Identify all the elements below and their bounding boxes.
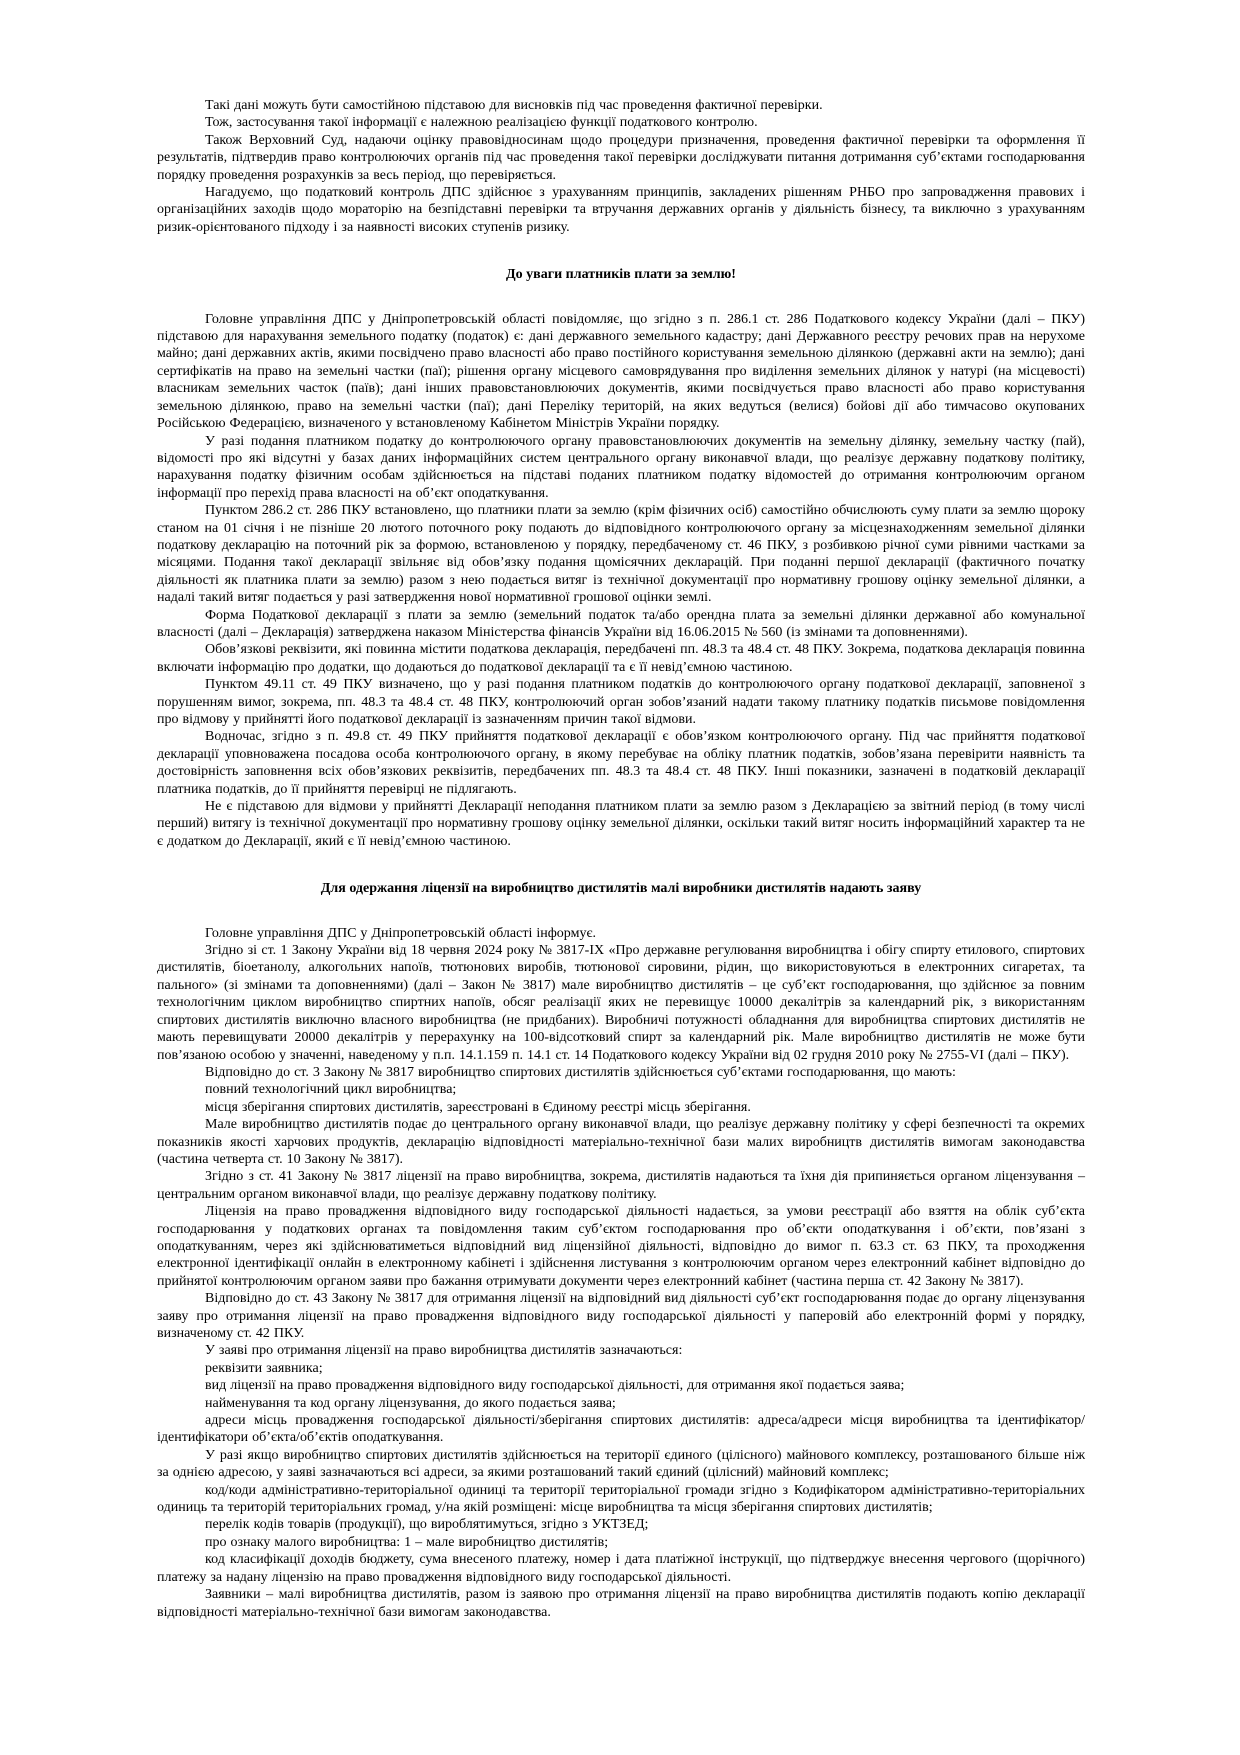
paragraph: У разі подання платником податку до контролюючого органу правовстановлюючих документів на земельну ділянку, земельну частку (пай), відомості про які відсутні у базах даних інформаційних систем центрального органу виконавчої влади, що реалізує державну податкову політику, нарахування податку фізичним особам здійснюється на підставі поданих платником податку відомостей до отримання контролюючим органом інформації про перехід права власності на об’єкт оподаткування. <box>157 433 1085 501</box>
paragraph: Такі дані можуть бути самостійною підставою для висновків під час проведення фактичної перевірки. <box>205 98 823 113</box>
document-content <box>157 97 1085 1621</box>
section <box>157 266 1085 850</box>
paragraph: Пунктом 49.11 ст. 49 ПКУ визначено, що у разі подання платником податків до контролюючого органу податкової декларації, заповненої з порушенням вимог, зокрема, пп. 48.3 та 48.4 ст. 48 ПКУ, контролюючий орган зобов’язаний надати такому платнику податків письмове повідомлення про відмову у прийнятті його податкової декларації із зазначенням причин такої відмови. <box>157 677 1085 727</box>
paragraph: код класифікації доходів бюджету, сума внесеного платежу, номер і дата платіжної інструкції, що підтверджує внесення чергового (щорічного) платежу за надану ліцензію на право провадження відповідного виду господарської діяльності. <box>157 1552 1085 1585</box>
paragraph: Згідно з ст. 41 Закону № 3817 ліцензії на право виробництва, зокрема, дистилятів надаються та їхня дія припиняється органом ліцензування – центральним органом виконавчої влади, що реалізує державну податкову політику. <box>157 1169 1085 1202</box>
paragraph: Відповідно до ст. 43 Закону № 3817 для отримання ліцензії на відповідний вид діяльності суб’єкт господарювання подає до органу ліцензування заяву про отримання ліцензії на право провадження відповідного виду господарської діяльності у паперовій або електронній формі у порядку, визначеному ст. 42 ПКУ. <box>157 1291 1085 1341</box>
paragraph: про ознаку малого виробництва: 1 – мале виробництво дистилятів; <box>205 1534 609 1550</box>
paragraph: Відповідно до ст. 3 Закону № 3817 виробництво спиртових дистилятів здійснюється суб’єктами господарювання, що мають: <box>205 1064 956 1080</box>
paragraph: місця зберігання спиртових дистилятів, зареєстровані в Єдиному реєстрі місць зберігання. <box>205 1099 751 1115</box>
paragraph: код/коди адміністративно-територіальної одиниці та території територіальної громади згідно з Кодифікатором адміністративно-територіальних одиниць та територій територіальних громад, у/на якій розміщені: місце виробництва та місця зберігання спиртових дистилятів; <box>157 1482 1085 1516</box>
paragraph: реквізити заявника; <box>205 1360 323 1376</box>
section-heading: Для одержання ліцензії на виробництво дистилятів малі виробники дистилятів надають заяву <box>320 881 922 897</box>
paragraph: вид ліцензії на право провадження відповідного виду господарської діяльності, для отримання якої подається заява; <box>205 1378 905 1394</box>
paragraph: адреси місць провадження господарської діяльності/зберігання спиртових дистилятів: адреса/адреси місця виробництва та ідентифікатор/ідентифікатори об’єкта/об’єктів оподаткування. <box>157 1413 1085 1446</box>
paragraph: Ліцензія на право провадження відповідного виду господарської діяльності надається, за умови реєстрації або взяття на облік суб’єкта господарювання у податкових органах та повідомлення таким суб’єктом господарювання про об’єкти оподаткування і об’єкти, пов’язані з оподаткуванням, через які здійснюватиметься відповідний вид ліцензійної діяльності, відповідно до вимог п. 63.3 ст. 63 ПКУ, та проходження електронної ідентифікації онлайн в електронному кабінеті і здійснення листування з контролюючим органом через електронний кабінет відповідно до прийнятої контролюючим органом заяви про бажання отримувати документи через електронний кабінет (частина перша ст. 42 Закону № 3817). <box>157 1204 1085 1289</box>
paragraph: Головне управління ДПС у Дніпропетровській області інформує. <box>205 925 596 941</box>
section <box>157 880 1085 1621</box>
paragraph: Заявники – малі виробництва дистилятів, разом із заявою про отримання ліцензії на право виробництва дистилятів подають копію декларації відповідності матеріально-технічної бази вимогам законодавства. <box>157 1587 1085 1620</box>
paragraph: Нагадуємо, що податковий контроль ДПС здійснює з урахуванням принципів, закладених рішенням РНБО про запровадження правових і організаційних заходів щодо мораторію на безпідставні перевірки та втручання державних органів у діяльність бізнесу, та виключно з урахуванням ризик-орієнтованого підходу і за наявності високих ступенів ризику. <box>157 185 1085 235</box>
paragraph: Обов’язкові реквізити, які повинна містити податкова декларація, передбачені пп. 48.3 та 48.4 ст. 48 ПКУ. Зокрема, податкова декларація повинна включати інформацію про додатки, що додаються до податкової декларації та є її невід’ємною частиною. <box>157 642 1085 675</box>
paragraph: Також Верховний Суд, надаючи оцінку правовідносинам щодо процедури призначення, проведення фактичної перевірки та оформлення її результатів, підтвердив право контролюючих органів під час проведення такої перевірки досліджувати питання дотримання суб’єктами господарювання порядку проведення розрахунків за весь період, що перевіряється. <box>157 132 1085 183</box>
paragraph: У заяві про отримання ліцензії на право виробництва дистилятів зазначаються: <box>205 1343 683 1359</box>
paragraph: Мале виробництво дистилятів подає до центрального органу виконавчої влади, що реалізує державну політику у сфері безпечності та окремих показників якості харчових продуктів, декларацію відповідності матеріально-технічної бази малих виробництв дистилятів вимогам законодавства (частина четверта ст. 10 Закону № 3817). <box>157 1117 1085 1167</box>
paragraph: Форма Податкової декларації з плати за землю (земельний податок та/або орендна плата за земельні ділянки державної або комунальної власності (далі – Декларація) затверджена наказом Міністерства фінансів України від 16.06.2015 № 560 (із змінами та доповненнями). <box>157 607 1085 640</box>
paragraph: Не є підставою для відмови у прийнятті Декларації неподання платником плати за землю разом з Декларацією за звітний період (в тому числі перший) витягу із технічної документації про нормативну грошову оцінку земельної ділянки, оскільки такий витяг носить інформаційний характер та не є додатком до Декларації, який є її невід’ємною частиною. <box>157 799 1085 849</box>
paragraph: перелік кодів товарів (продукції), що вироблятимуться, згідно з УКТЗЕД; <box>205 1517 649 1533</box>
paragraph: Головне управління ДПС у Дніпропетровській області повідомляє, що згідно з п. 286.1 ст. 286 Податкового кодексу України (далі – ПКУ) підставою для нарахування земельного податку (податок) є: дані державного земельного кадастру; дані Державного реєстру речових прав на нерухоме майно; дані державних актів, якими посвідчено право власності або право постійного користування земельною ділянкою (державні акти на землю); дані сертифікатів на право на земельні частки (паї); рішення органу місцевого самоврядування про виділення земельних ділянок у натурі (на місцевості) власникам земельних часток (паїв); дані інших правовстановлюючих документів, якими посвідчується право власності або право користування земельною ділянкою, право на земельні частки (паї); дані Переліку територій, на яких ведуться (велися) бойові дії або тимчасово окупованих Російською Федерацією, визначеного у встановленому Кабінетом Міністрів України порядку. <box>157 311 1085 432</box>
paragraph: Тож, застосування такої інформації є належною реалізацією функції податкового контролю. <box>205 115 758 131</box>
paragraph: Водночас, згідно з п. 49.8 ст. 49 ПКУ прийняття податкової декларації є обов’язком контролюючого органу. Під час прийняття податкової декларації уповноважена посадова особа контролюючого органу, в якому перебуває на обліку платник податків, зобов’язана перевірити наявність та достовірність заповнення всіх обов’язкових реквізитів, передбачених пп. 48.3 та 48.4 ст. 48 ПКУ. Інші показники, зазначені в податковій декларації платника податків, до її прийняття перевірці не підлягають. <box>157 729 1085 797</box>
paragraph: Згідно зі ст. 1 Закону України від 18 червня 2024 року № 3817-IX «Про державне регулювання виробництва і обігу спирту етилового, спиртових дистилятів, біоетанолу, алкогольних напоїв, тютюнових виробів, тютюнової сировини, рідин, що використовуються в електронних сигаретах, та пального» (зі змінами та доповненнями) (далі – Закон № 3817) мале виробництво дистилятів – це суб’єкт господарювання, що здійснює за повним технологічним циклом виробництво спиртних напоїв, обсяг реалізації яких не перевищує 10000 декалітрів за календарний рік, з використанням спиртових дистилятів виключно власного виробництва (не придбаних). Виробничі потужності обладнання для виробництва спиртових дистилятів не мають перевищувати 20000 декалітрів у перерахунку на 100-відсотковий спирт за календарний рік. Мале виробництво дистилятів не може бути пов’язаною особою у значенні, наведеному у п.п. 14.1.159 п. 14.1 ст. 14 Податкового кодексу України від 02 грудня 2010 року № 2755-VI (далі – ПКУ). <box>157 943 1085 1063</box>
paragraph: У разі якщо виробництво спиртових дистилятів здійснюється на території єдиного (цілісного) майнового комплексу, розташованого більше ніж за однією адресою, у заяві зазначаються всі адреси, за якими розташований такий єдиний (цілісний) майновий комплекс; <box>157 1447 1085 1481</box>
section <box>157 97 1085 236</box>
paragraph: Пунктом 286.2 ст. 286 ПКУ встановлено, що платники плати за землю (крім фізичних осіб) самостійно обчислюють суму плати за землю щороку станом на 01 січня і не пізніше 20 лютого поточного року подають до відповідного контролюючого органу за місцезнаходженням земельної ділянки податкову декларацію на поточний рік за формою, встановленою у порядку, передбаченому ст. 46 ПКУ, з розбивкою річної суми рівними частками за місяцями. Подання такої декларації звільняє від обов’язку подання щомісячних декларацій. При поданні першої декларації (фактичного початку діяльності як платника плати за землю) разом з нею подається витяг із технічної документації про нормативну грошову оцінку земельної ділянки, а надалі такий витяг подається у разі затвердження нової нормативної грошової оцінки землі. <box>157 503 1085 606</box>
paragraph: найменування та код органу ліцензування, до якого подається заява; <box>205 1395 616 1411</box>
paragraph: повний технологічний цикл виробництва; <box>205 1082 457 1098</box>
section-heading: До уваги платників плати за землю! <box>506 267 736 283</box>
